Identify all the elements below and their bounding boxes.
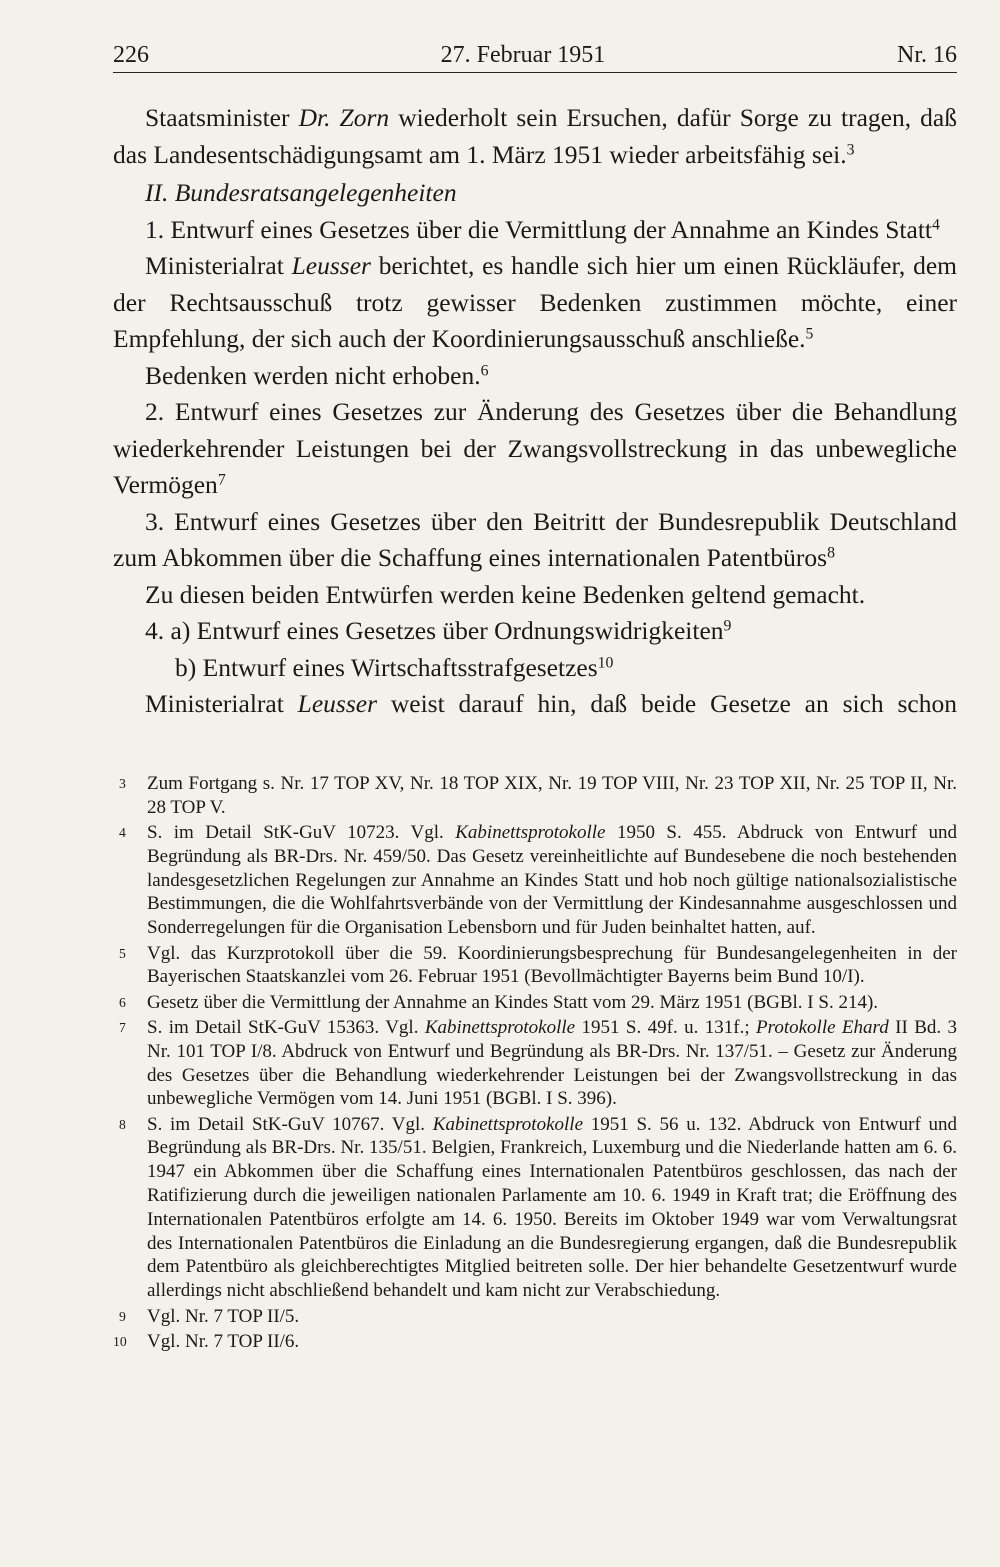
agenda-item-1 (113, 212, 957, 249)
footnote-number: 5 (119, 945, 126, 961)
footnote-text: Vgl. Nr. 7 TOP II/5. (147, 1305, 300, 1327)
source-title: Protokolle Ehard (756, 1016, 889, 1038)
footnote-number: 8 (119, 1116, 126, 1132)
paragraph-leusser-1 (113, 248, 957, 358)
section-heading: II. Bundesratsangelegenheiten (145, 178, 457, 207)
footnote-ref: 10 (597, 653, 614, 671)
running-header (113, 38, 957, 72)
agenda-item-3 (113, 504, 957, 577)
agenda-item-text: 2. Entwurf eines Gesetzes zur Änderung des Gesetzes über die Behandlung wiederkehrender Leistungen bei der Zwangsvollstreckung in das unbewegliche Vermögen (113, 397, 957, 499)
main-text (113, 100, 957, 723)
footnote-3 (113, 772, 957, 820)
footnote-text: S. im Detail StK-GuV 10723. Vgl. (147, 822, 456, 844)
footnote-text: 1951 S. 49f. u. 131f.; (575, 1016, 757, 1038)
footnote-text: Zum Fortgang s. Nr. 17 TOP XV, Nr. 18 TOP XIX, Nr. 19 TOP VIII, Nr. 23 TOP XII, Nr. 25 TOP II, Nr. 28 TOP V. (147, 773, 957, 818)
agenda-item-4b (113, 650, 957, 687)
paragraph-no-objections (113, 358, 957, 395)
header-rule (113, 72, 957, 73)
footnote-number: 7 (119, 1019, 126, 1035)
footnote-number: 10 (113, 1333, 127, 1349)
footnote-number: 6 (119, 994, 126, 1010)
header-date: 27. Februar 1951 (440, 42, 606, 68)
paragraph-text: weist darauf hin, daß beide Gesetze an sich schon (377, 689, 957, 718)
agenda-item-text: b) Entwurf eines Wirtschaftsstrafgesetzes (175, 652, 598, 682)
footnotes (113, 772, 957, 1355)
footnote-ref: 7 (217, 471, 226, 489)
person-name: Dr. Zorn (298, 103, 390, 132)
agenda-item-4a (113, 613, 957, 650)
paragraph-text: Ministerialrat (145, 689, 298, 718)
source-title: Kabinettsprotokolle (424, 1016, 576, 1038)
footnote-text: 1951 S. 56 u. 132. Abdruck von Entwurf und Begründung als BR-Drs. Nr. 135/51. Belgien, Frankreich, Luxemburg und die Niederlande hatten am 6. 6. 1947 ein Abkommen über die Schaffung eines Internationalen Patentbüros geschlossen, das nach der Ratifizierung durch die jeweiligen nationalen Parlamente am 10. 6. 1949 in Kraft trat; die Eröffnung des Internationalen Patentbüros erfolgte am 14. 6. 1950. Bereits im Oktober 1949 war vom Verwaltungsrat des Internationalen Patentbüros die Einladung an die Bundesregierung ergangen, daß die Bundesrepublik dem Patentbüro als gleichberechtigtes Mitglied beitreten solle. Der hier behandelte Gesetzentwurf wurde allerdings nicht abschließend behandelt und kam nicht zur Verabschiedung. (147, 1113, 958, 1302)
footnote-text: Vgl. das Kurzprotokoll über die 59. Koordinierungsbesprechung für Bundesangelegenheiten in der Bayerischen Staatskanzlei vom 26. Februar 1951 (Bevollmächtigter Bayerns beim Bund 10/I). (147, 942, 957, 988)
paragraph-leusser-2 (113, 686, 957, 723)
footnote-ref: 9 (723, 617, 732, 635)
agenda-item-text: 4. a) Entwurf eines Gesetzes über Ordnungswidrigkeiten (145, 616, 724, 645)
agenda-item-2 (113, 394, 957, 504)
footnote-number: 4 (119, 825, 126, 841)
paragraph-both-drafts: Zu diesen beiden Entwürfen werden keine Bedenken geltend gemacht. (145, 579, 866, 609)
footnote-10 (113, 1330, 957, 1354)
person-name: Leusser (291, 251, 371, 280)
paragraph-text: Staatsminister (145, 103, 299, 132)
footnote-text: S. im Detail StK-GuV 15363. Vgl. (147, 1016, 425, 1038)
footnote-8 (113, 1113, 957, 1303)
footnote-ref: 3 (846, 140, 855, 158)
paragraph-zorn (113, 100, 957, 173)
footnote-text: S. im Detail StK-GuV 10767. Vgl. (147, 1113, 433, 1135)
paragraph-text: Ministerialrat (145, 251, 292, 280)
footnote-ref: 6 (480, 361, 489, 379)
footnote-number: 3 (119, 776, 126, 791)
footnote-text: 1950 S. 455. Abdruck von Entwurf und Begründung als BR-Drs. Nr. 459/50. Das Gesetz vereinheitlichte auf Bundesebene die noch bestehenden landesgesetzlichen Regelungen zur Annahme an Kindes Statt und hob noch gültige nationalsozialistische Bestimmungen, die die Wohlfahrtsverbände von der Vermittlung der Kindesannahme ausgeschlossen und Sonderregelungen für die Organisation Lebensborn und für Juden beinhaltet hatten, auf. (147, 822, 958, 939)
person-name: Leusser (297, 689, 377, 718)
document-number: Nr. 16 (896, 42, 957, 68)
footnote-text: Gesetz über die Vermittlung der Annahme an Kindes Statt vom 29. März 1951 (BGBl. I S. 214). (147, 991, 879, 1013)
paragraph-text: Bedenken werden nicht erhoben. (145, 360, 481, 390)
footnote-number: 9 (119, 1308, 126, 1324)
paragraph-text: berichtet, es handle sich hier um einen Rückläufer, dem der Rechtsausschuß trotz gewisser Bedenken zustimmen möchte, einer Empfehlung, der sich auch der Koordinierungsausschuß anschließe. (113, 251, 957, 353)
agenda-item-text: 1. Entwurf eines Gesetzes über die Vermittlung der Annahme an Kindes Statt (145, 214, 933, 244)
footnote-5 (113, 942, 957, 990)
footnote-ref: 8 (827, 544, 835, 562)
footnote-6 (113, 991, 957, 1015)
source-title: Kabinettsprotokolle (432, 1113, 584, 1135)
footnote-7 (113, 1016, 957, 1111)
page-number: 226 (113, 42, 149, 68)
footnote-4 (113, 821, 957, 940)
footnote-text: II Bd. 3 Nr. 101 TOP I/8. Abdruck von Entwurf und Begründung als BR-Drs. Nr. 137/51. – Gesetz zur Änderung des Gesetzes über die Behandlung wiederkehrender Leistungen bei der Zwangsvollstreckung in das unbewegliche Vermögen vom 14. Juni 1951 (BGBl. I S. 396). (147, 1016, 958, 1110)
footnote-9 (113, 1305, 957, 1329)
source-title: Kabinettsprotokolle (455, 822, 606, 844)
footnote-text: Vgl. Nr. 7 TOP II/6. (147, 1330, 300, 1352)
paragraph-text: wiederholt sein Ersuchen, dafür Sorge zu tragen, daß das Landesentschädigungsamt am 1. März 1951 wieder arbeitsfähig sei. (113, 103, 958, 169)
footnote-ref: 5 (805, 325, 814, 343)
footnote-ref: 4 (932, 215, 940, 233)
agenda-item-text: 3. Entwurf eines Gesetzes über den Beitritt der Bundesrepublik Deutschland zum Abkommen über die Schaffung eines internationalen Patentbüros (113, 506, 957, 572)
